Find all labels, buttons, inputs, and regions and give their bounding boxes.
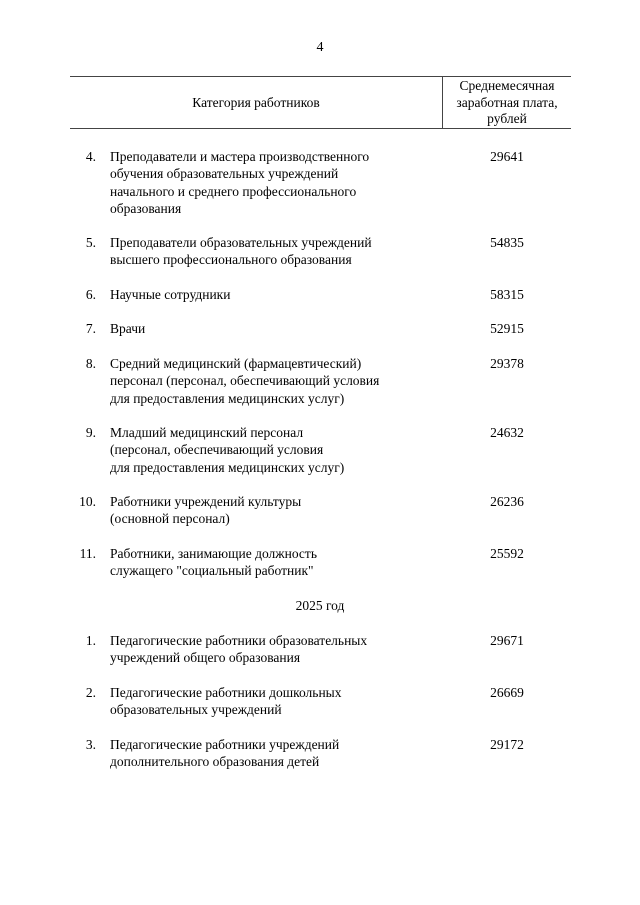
row-salary: 25592 xyxy=(490,546,524,561)
row-category xyxy=(110,632,440,667)
row-category xyxy=(110,545,440,580)
header-salary-line: Среднемесячная xyxy=(459,78,555,93)
header-salary-line: рублей xyxy=(487,111,527,126)
category-line: учреждений общего образования xyxy=(110,650,301,666)
category-line: высшего профессионального образования xyxy=(110,252,352,268)
row-number: 8. xyxy=(85,356,96,371)
row-category xyxy=(110,493,440,528)
row-salary: 29671 xyxy=(490,633,524,648)
row-salary: 29641 xyxy=(490,149,524,164)
header-bottom-rule xyxy=(70,128,571,129)
category-line: Преподаватели образовательных учреждений xyxy=(110,235,372,250)
row-number: 3. xyxy=(85,737,96,752)
category-line: Научные сотрудники xyxy=(110,287,231,302)
row-category xyxy=(110,355,440,407)
category-line: образования xyxy=(110,200,182,216)
row-number: 2. xyxy=(85,685,96,700)
row-number: 7. xyxy=(85,321,96,336)
category-line: обучения образовательных учреждений xyxy=(110,166,339,182)
row-category xyxy=(110,234,440,269)
row-category xyxy=(110,424,440,476)
category-line: образовательных учреждений xyxy=(110,702,282,718)
category-line: Работники учреждений культуры xyxy=(110,494,302,509)
category-line: для предоставления медицинских услуг) xyxy=(110,390,345,406)
row-category xyxy=(110,684,440,719)
row-number: 1. xyxy=(85,633,96,648)
row-category xyxy=(110,736,440,771)
category-line: Педагогические работники учреждений xyxy=(110,737,340,752)
category-line: дополнительного образования детей xyxy=(110,754,320,770)
header-salary xyxy=(443,78,571,128)
row-salary: 58315 xyxy=(490,287,524,302)
category-line: для предоставления медицинских услуг) xyxy=(110,459,345,475)
row-category xyxy=(110,148,440,217)
row-salary: 54835 xyxy=(490,235,524,250)
row-category xyxy=(110,286,440,303)
row-salary: 24632 xyxy=(490,425,524,440)
row-salary: 26669 xyxy=(490,685,524,700)
year-heading: 2025 год xyxy=(295,598,345,613)
row-salary: 52915 xyxy=(490,321,524,336)
row-number: 5. xyxy=(85,235,96,250)
category-line: (основной персонал) xyxy=(110,511,230,527)
category-line: Педагогические работники дошкольных xyxy=(110,685,342,700)
category-line: Врачи xyxy=(110,321,146,336)
header-category: Категория работников xyxy=(192,95,320,110)
category-line: персонал (персонал, обеспечивающий условия xyxy=(110,373,380,389)
row-number: 4. xyxy=(85,149,96,164)
row-salary: 29378 xyxy=(490,356,524,371)
category-line: Средний медицинский (фармацевтический) xyxy=(110,356,362,371)
category-line: служащего "социальный работник" xyxy=(110,563,314,579)
row-salary: 29172 xyxy=(490,737,524,752)
row-number: 10. xyxy=(79,494,96,509)
category-line: Младший медицинский персонал xyxy=(110,425,304,440)
row-number: 9. xyxy=(85,425,96,440)
category-line: Педагогические работники образовательных xyxy=(110,633,368,648)
page-number: 4 xyxy=(316,40,324,55)
category-line: начального и среднего профессионального xyxy=(110,183,357,199)
category-line: Преподаватели и мастера производственного xyxy=(110,149,370,164)
table-top-rule xyxy=(70,76,571,77)
row-number: 6. xyxy=(85,287,96,302)
row-category xyxy=(110,320,440,337)
category-line: Работники, занимающие должность xyxy=(110,546,317,561)
header-salary-line: заработная плата, xyxy=(456,94,558,110)
category-line: (персонал, обеспечивающий условия xyxy=(110,442,324,458)
row-salary: 26236 xyxy=(490,494,524,509)
row-number: 11. xyxy=(79,546,96,561)
